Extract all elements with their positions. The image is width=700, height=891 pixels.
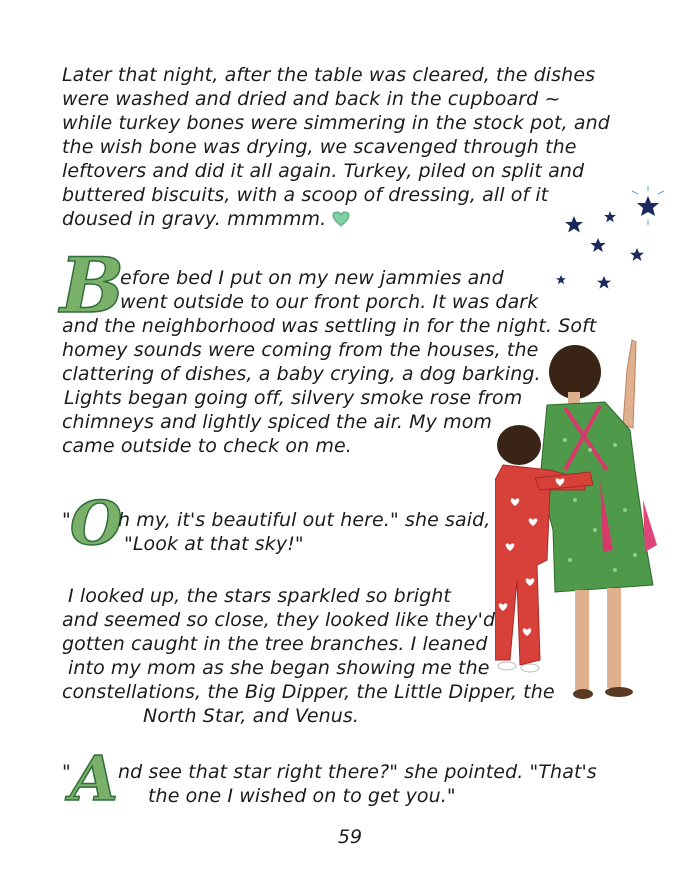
text-line: came outside to check on me.	[62, 435, 352, 457]
open-quote: "	[62, 761, 71, 783]
drop-cap-o: O	[70, 489, 123, 559]
text-line: while turkey bones were simmering in the stock pot, and	[62, 112, 610, 134]
star-icon	[556, 275, 566, 284]
heart-icon	[332, 211, 350, 227]
text-segment: doused in gravy. mmmmm.	[62, 208, 327, 230]
text-line: gotten caught in the tree branches. I leaned	[62, 633, 488, 655]
text-line: went outside to our front porch. It was dark	[120, 291, 539, 313]
text-line: were washed and dried and back in the cupboard ~	[62, 88, 561, 110]
text-line-with-heart	[62, 207, 350, 231]
mom-and-child-illustration	[495, 330, 670, 710]
text-line: into my mom as she began showing me the	[68, 657, 490, 679]
star-icon	[630, 248, 644, 261]
text-line: h my, it's beautiful out here." she said,	[118, 509, 491, 531]
text-line: the wish bone was drying, we scavenged through the	[62, 136, 577, 158]
text-line: homey sounds were coming from the houses, the	[62, 339, 539, 361]
text-line: North Star, and Venus.	[143, 705, 360, 727]
text-line: constellations, the Big Dipper, the Little Dipper, the	[62, 681, 555, 703]
text-line: efore bed I put on my new jammies and	[120, 267, 504, 289]
text-line: and seemed so close, they looked like they'd	[62, 609, 496, 631]
open-quote: "	[62, 509, 71, 531]
text-line: nd see that star right there?" she pointed. "That's	[118, 761, 597, 783]
star-icon	[590, 238, 605, 252]
drop-cap-a: A	[70, 742, 119, 815]
star-icon	[565, 216, 583, 233]
text-line: the one I wished on to get you."	[148, 785, 456, 807]
text-line: I looked up, the stars sparkled so bright	[68, 585, 451, 607]
text-line: "Look at that sky!"	[124, 533, 304, 555]
star-icon	[604, 211, 616, 222]
text-line: and the neighborhood was settling in for the night. Soft	[62, 315, 597, 337]
stars-decoration	[540, 180, 670, 300]
text-line: leftovers and did it all again. Turkey, piled on split and	[62, 160, 585, 182]
text-line: chimneys and lightly spiced the air. My mom	[62, 411, 493, 433]
text-line: clattering of dishes, a baby crying, a dog barking.	[62, 363, 541, 385]
drop-cap-b: B	[60, 241, 125, 330]
text-line: buttered biscuits, with a scoop of dressing, all of it	[62, 184, 549, 206]
text-line: Later that night, after the table was cleared, the dishes	[62, 64, 596, 86]
star-icon	[637, 196, 659, 216]
text-line: Lights began going off, silvery smoke rose from	[64, 387, 523, 409]
page-number: 59	[337, 826, 363, 848]
star-icon	[597, 276, 611, 289]
